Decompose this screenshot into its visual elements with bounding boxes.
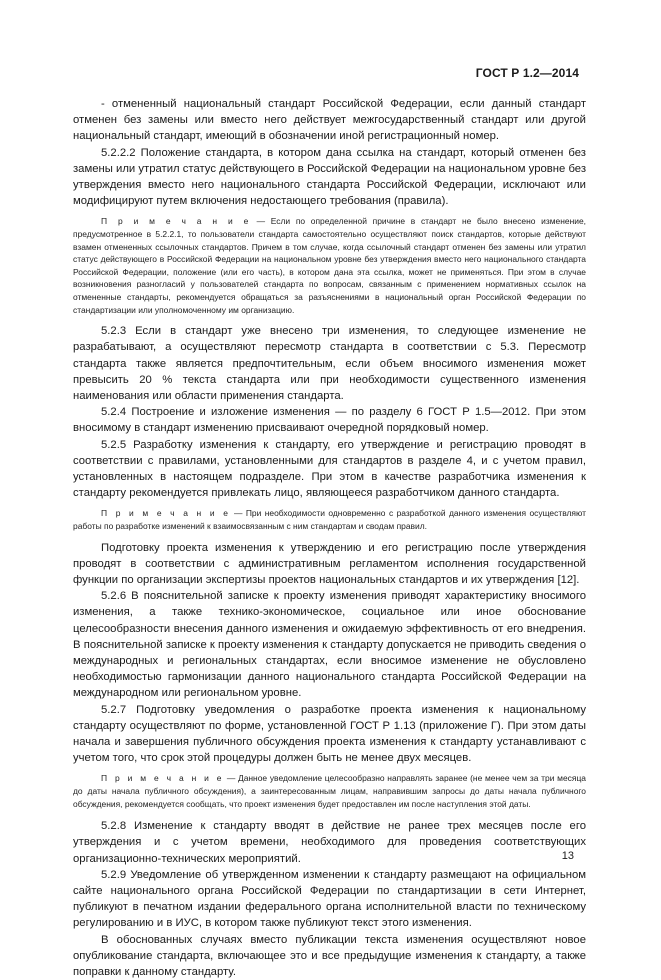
note-text: — Если по определенной причине в стандарт не было внесено изменение, предусмотренное в 5.2.2.1, то пользователи стандарта самостоятельно осуществляют поиск стандартов, которые действуют взамен отмененных ссылочных стандартов. Причем в том случае, когда ссылочный стандарт отменен без замены или утратил статус действующего в Российской Федерации на национальном уровне без утверждения вместо него национального стандарта Российской Федерации, положение (или его часть), в котором дана эта ссылка, может не применяться. При этом в случае возникновения разногласий у пользователей стандарта по вопросам, связанным с применением нормативных ссылок на отмененные стандарты, рекомендуется обращаться за разъяснениями в национальный орган Российской Федерации по стандартизации или уполномоченному им организацию. — [73, 216, 586, 315]
paragraph-5-2-5: 5.2.5 Разработку изменения к стандарту, его утверждение и регистрацию проводят в соответствии с правилами, установленными для стандартов в разделе 4, и с учетом правил, установленных в настоящем подразделе. При этом в качестве разработчика изменения к стандарту рекомендуется привлекать лицо, являющееся разработчиком данного стандарта. — [73, 438, 586, 500]
paragraph-5-2-6: 5.2.6 В пояснительной записке к проекту изменения приводят характеристику вносимого изменения, а также технико-экономическое, социальное или иное обоснование целесообразности внесения данного изменения и ожидаемую эффективность от его внедрения. В пояснительной записке к проекту изменения к стандарту допускается не приводить сведения о международных и региональных стандартах, если вносимое изменение не обусловлено необходимостью гармонизации данного национального стандарта Российской Федерации на международном или региональном уровне. — [73, 590, 586, 700]
note-2 — [73, 507, 586, 532]
note-label: П р и м е ч а н и е — [101, 773, 225, 784]
paragraph-republication: В обоснованных случаях вместо публикации текста изменения осуществляют новое опубликование стандарта, включающее это и все предыдущие изменения к стандарту, а также поправки к данному стандарту. — [73, 933, 586, 979]
paragraph-5-2-8: 5.2.8 Изменение к стандарту вводят в действие не ранее трех месяцев после его утверждения и с учетом времени, необходимого для проведения соответствующих организационно-технических мероприятий. — [73, 820, 586, 865]
paragraph-5-2-7: 5.2.7 Подготовку уведомления о разработке проекта изменения к национальному стандарту осуществляют по форме, установленной ГОСТ Р 1.13 (приложение Г). При этом даты начала и завершения публичного обсуждения проекта изменения к стандарту устанавливают с учетом того, что срок этой процедуры должен быть не менее двух месяцев. — [73, 703, 586, 765]
note-3 — [73, 772, 586, 810]
note-label: П р и м е ч а н и е — [101, 216, 251, 227]
paragraph-5-2-3: 5.2.3 Если в стандарт уже внесено три изменения, то следующее изменение не разрабатывают, а осуществляют пересмотр стандарта в соответствии с 5.3. Пересмотр стандарта также является предпочтительным, если объем вносимого изменения может превысить 20 % текста стандарта или при необходимости существенного изменения наименования или области применения стандарта. — [73, 325, 586, 402]
note-text: — При необходимости одновременно с разработкой данного изменения осуществляют работы по разработке изменений к взаимосвязанным с ним стандартам и сводам правил. — [73, 508, 586, 531]
document-header: ГОСТ Р 1.2—2014 — [475, 66, 579, 80]
paragraph-5-2-9: 5.2.9 Уведомление об утвержденном изменении к стандарту размещают на официальном сайте национального органа Российской Федерации по стандартизации в сети Интернет, публикуют в печатном издании федерального органа исполнительной власти по техническому регулированию и в ИУС, в котором также публикуют текст этого изменения. — [73, 868, 586, 930]
paragraph-5-2-2-2: 5.2.2.2 Положение стандарта, в котором дана ссылка на стандарт, который отменен без замены или утратил статус действующего в Российской Федерации на национальном уровне без утверждения вместо него национального стандарта Российской Федерации, исключают или модифицируют путем включения недостающего требования (правила). — [73, 146, 586, 208]
paragraph-list-item: - отмененный национальный стандарт Российской Федерации, если данный стандарт отменен без замены или вместо него действует межгосударственный стандарт или другой национальный стандарт, имеющий в обозначении иной регистрационный номер. — [73, 98, 586, 143]
paragraph-5-2-4: 5.2.4 Построение и изложение изменения — по разделу 6 ГОСТ Р 1.5—2012. При этом вносимому в стандарт изменению присваивают очередной порядковый номер. — [73, 406, 586, 435]
note-1 — [73, 215, 586, 316]
note-label: П р и м е ч а н и е — [101, 508, 231, 519]
page-number: 13 — [561, 850, 574, 862]
note-text: — Данное уведомление целесообразно направлять заранее (не менее чем за три месяца до даты начала публичного обсуждения), а заинтересованным лицам, направившим запросы до даты начала публичного обсуждения, рекомендуется сообщать, что проект изменения будет предоставлен им после наступления этой даты. — [73, 773, 586, 809]
paragraph-approval: Подготовку проекта изменения к утверждению и его регистрацию после утверждения проводят в соответствии с административным регламентом исполнения государственной функции по организации экспертизы проектов национальных стандартов и их утверждения [12]. — [73, 541, 586, 586]
document-body — [73, 96, 586, 980]
